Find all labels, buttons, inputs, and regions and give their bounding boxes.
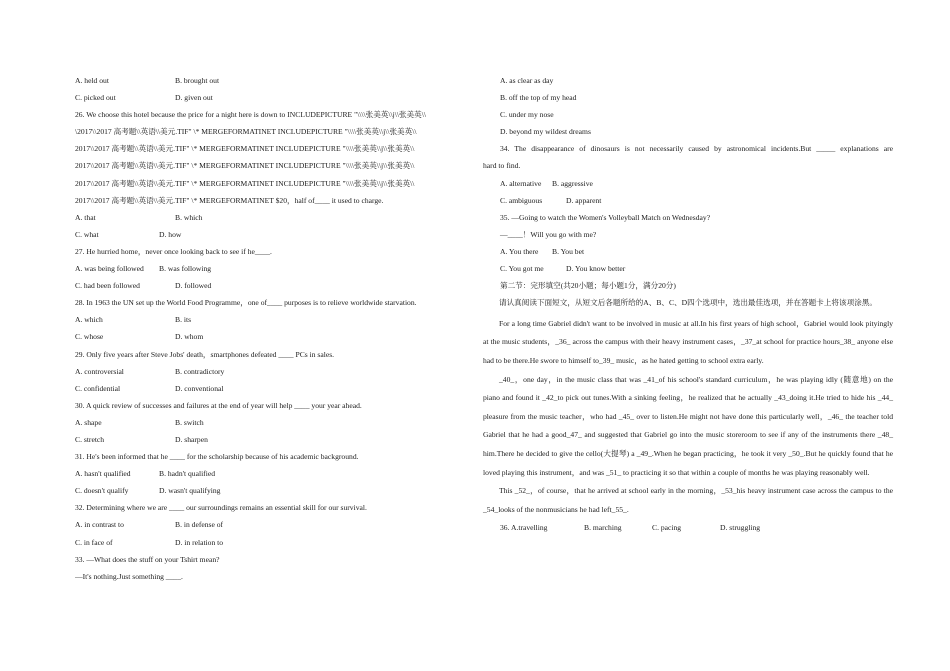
question-35: 35. —Going to watch the Women's Volleyball Match on Wednesday? [500,212,711,222]
option-d: D. wasn't qualifying [159,486,221,496]
option-d: D. whom [175,332,204,342]
options-q35-row2 [483,260,893,277]
options-q32-row2 [75,534,470,551]
options-q35-row1 [483,243,893,260]
option-b: B. its [175,315,192,325]
question-26-line1: 26. We choose this hotel because the price for a night here is down to INCLUDEPICTURE "\\\\张美英\\j\\张美英\\ [75,110,426,120]
question-26-line2: \2017\\2017 高考题\\英语\\美元.TIF" \* MERGEFORMATINET INCLUDEPICTURE "\\\\张美英\\j\\张美英\\ [75,127,417,137]
option-b: B. in defense of [175,520,224,530]
option-d: D. apparent [566,195,602,205]
option-d: D. given out [175,93,213,103]
options-q25-row2 [75,89,470,106]
options-q31-row2 [75,482,470,499]
passage-paragraph-2: _40_，one day，in the music class that was _41_of his school's standard curriculum，he was playing idly (随意地) on the piano and found it _42_to pick out tunes.With a sinking feeling，he realized that he actually _43_doing it.He tried to hide his _44_ pleasure from the music teacher，who had _45_ over to listen.He might not have done this particularly well，_46_ the teacher told Gabriel that he had a good_47_ and suggested that Gabriel go into the music storeroom to see if any of the instruments there _48_ him.There he decided to give the cello(大提琴) a _49_.When he began practicing，he took it very _50_.But he quickly found that he loved playing this instrument，and was _51_ to practicing it so that within a couple of months he was playing reasonably well. [483,374,893,477]
options-q32-row1 [75,516,470,533]
question-34-line1: 34. The disappearance of dinosaurs is not necessarily caused by astronomical incidents.But _____ explanations are [500,144,893,154]
options-q28-row1 [75,311,470,328]
options-q34-row1 [483,175,893,192]
options-q34-row2 [483,192,893,209]
option-d: D. conventional [175,383,224,393]
option-a: A. which [75,315,103,325]
option-b: B. switch [175,417,204,427]
option-c: C. confidential [75,383,121,393]
options-q30-row2 [75,431,470,448]
option-b: B. aggressive [552,178,593,188]
option-d: D. how [159,229,182,239]
option-a: A. hasn't qualified [75,469,131,479]
option-b: B. off the top of my head [500,93,577,103]
option-d: D. You know better [566,264,626,274]
question-32: 32. Determining where we are ____ our surroundings remains an essential skill for our survival. [75,503,367,513]
option-b: B. contradictory [175,366,225,376]
option-d: D. followed [175,281,212,291]
option-c: C. whose [75,332,104,342]
option-a: A. controversial [75,366,124,376]
option-a: A. shape [75,417,102,427]
options-q26-row1 [75,209,470,226]
option-b: B. brought out [175,76,220,85]
option-b: B. hadn't qualified [159,469,215,479]
options-q26-row2 [75,226,470,243]
option-a: A. You there [500,246,539,256]
question-33-response: —It's nothing.Just something ____. [75,571,183,581]
question-26-line3: 2017\\2017 高考题\\英语\\美元.TIF" \* MERGEFORMATINET INCLUDEPICTURE "\\\\张美英\\j\\张美英\\ [75,144,415,154]
option-a: A. in contrast to [75,520,124,530]
passage-paragraph-3: This _52_，of course，that he arrived at school early in the morning，_53_his heavy instrument case across the campus to the _54_looks of the nonmusicians he had left_55_. [483,486,893,514]
question-31: 31. He's been informed that he ____ for the scholarship because of his academic background. [75,452,359,462]
instructions: 请认真阅读下面短文，从短文后各题所给的A、B、C、D四个选项中，选出最佳选项，并在答题卡上将该项涂黑。 [499,298,877,308]
option-a: A. alternative [500,178,542,188]
options-q25-row1 [75,72,470,89]
question-26-line4: 2017\\2017 高考题\\英语\\美元.TIF" \* MERGEFORMATINET INCLUDEPICTURE "\\\\张美英\\j\\张美英\\ [75,161,415,171]
option-b: B. was following [159,264,212,274]
question-34-line2: hard to find. [483,161,521,171]
option-b: B. marching [584,523,622,533]
question-29: 29. Only five years after Steve Jobs' death，smartphones defeated ____ PCs in sales. [75,349,335,359]
options-q29-row2 [75,380,470,397]
option-c: C. what [75,229,99,239]
passage-paragraph-1: For a long time Gabriel didn't want to be involved in music at all.In his first years of high school，Gabriel would look pityingly at the music students，_36_ across the campus with their heavy instrument cases，_37_at school for practice hours_38_ anyone else had to be there.He swore to himself to_39_ music，as he hated getting to school extra early. [483,318,893,365]
option-d: D. beyond my wildest dreams [500,127,591,137]
options-q31-row1 [75,465,470,482]
option-a: A. that [75,212,96,222]
option-d: D. in relation to [175,537,224,547]
option-c: C. You got me [500,264,544,274]
option-a: 36. A.travelling [500,523,548,533]
option-b: B. which [175,212,203,222]
option-d: D. sharpen [175,434,208,444]
option-c: C. in face of [75,537,113,547]
option-c: C. ambiguous [500,195,543,205]
options-q30-row1 [75,414,470,431]
option-c: C. picked out [75,93,116,103]
question-35-response: —____！Will you go with me? [500,229,597,239]
options-q27-row2 [75,277,470,294]
option-c: C. doesn't qualify [75,486,129,496]
option-d: D. struggling [720,523,761,533]
option-c: C. pacing [652,523,682,533]
options-q27-row1 [75,260,470,277]
option-a: A. held out [75,76,109,85]
question-28: 28. In 1963 the UN set up the World Food Programme，one of____ purposes is to relieve worldwide starvation. [75,298,417,308]
options-q28-row2 [75,328,470,345]
option-b: B. You bet [552,246,585,256]
question-26-line5: 2017\\2017 高考题\\英语\\美元.TIF" \* MERGEFORMATINET INCLUDEPICTURE "\\\\张美英\\j\\张美英\\ [75,178,415,188]
option-a: A. was being followed [75,264,144,274]
option-c: C. had been followed [75,281,140,291]
option-c: C. under my nose [500,110,554,120]
question-33: 33. —What does the stuff on your Tshirt mean? [75,554,220,564]
left-column [75,72,470,585]
option-c: C. stretch [75,434,105,444]
options-q29-row1 [75,363,470,380]
question-30: 30. A quick review of successes and failures at the end of year will help ____ your year ahead. [75,400,362,410]
right-column [483,72,893,536]
question-27: 27. He hurried home，never once looking back to see if he____. [75,246,272,256]
section-heading: 第二节：完形填空(共20小题；每小题1分，满分20分) [500,281,676,291]
option-a: A. as clear as day [500,76,554,85]
options-q36 [483,519,893,536]
question-26-line6: 2017\\2017 高考题\\英语\\美元.TIF" \* MERGEFORMATINET $20，half of____ it used to charge. [75,195,384,205]
